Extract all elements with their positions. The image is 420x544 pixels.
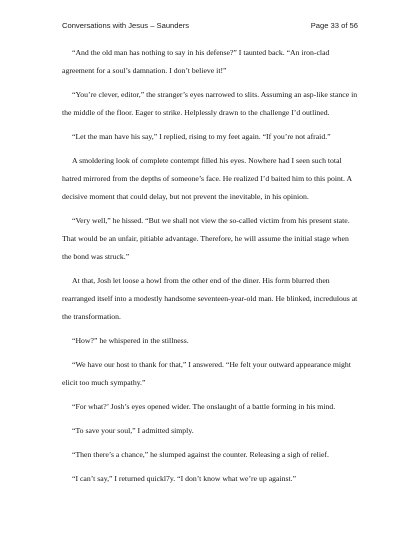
- paragraph: A smoldering look of complete contempt filled his eyes. Nowhere had I seen such total hatred mirrored from the depths of someone’s face. He realized I’d baited him to this point. A decisive moment that could delay, but not prevent the inevitable, in his opinion.: [62, 156, 352, 201]
- paragraph: “Very well,” he hissed. “But we shall not view the so-called victim from his present state. That would be an unfair, pitiable advantage. Therefore, he will assume the initial stage when the bond was struck.”: [62, 216, 350, 261]
- running-title: Conversations with Jesus – Saunders: [62, 21, 190, 30]
- paragraph: “You’re clever, editor,” the stranger’s eyes narrowed to slits. Assuming an asp-like stance in the middle of the floor. Eager to strike. Helplessly drawn to the challenge I’d outlined.: [62, 90, 358, 117]
- paragraph: “I can’t say,” I returned quickl7y. “I don’t know what we’re up against.”: [72, 474, 297, 483]
- paragraph: At that, Josh let loose a howl from the other end of the diner. His form blurred then rearranged itself into a modestly handsome seventeen-year-old man. He blinked, incredulous at the transformation.: [62, 276, 358, 321]
- paragraph: “How?” he whispered in the stillness.: [72, 336, 189, 345]
- paragraph: “And the old man has nothing to say in his defense?” I taunted back. “An iron-clad agreement for a soul’s damnation. I don’t believe it!”: [62, 48, 330, 75]
- paragraph: “Then there’s a chance,” he slumped against the counter. Releasing a sigh of relief.: [72, 450, 329, 459]
- paragraph: “For what?’ Josh’s eyes opened wider. The onslaught of a battle forming in his mind.: [72, 402, 336, 411]
- paragraph: “Let the man have his say,” I replied, rising to my feet again. “If you’re not afraid.”: [72, 132, 331, 141]
- paragraph: “We have our host to thank for that,” I answered. “He felt your outward appearance might elicit too much sympathy.”: [62, 360, 351, 387]
- page-header: [62, 20, 358, 32]
- paragraph: “To save your soul,” I admitted simply.: [72, 426, 194, 435]
- page-number: Page 33 of 56: [310, 21, 358, 30]
- body-text: [62, 44, 358, 494]
